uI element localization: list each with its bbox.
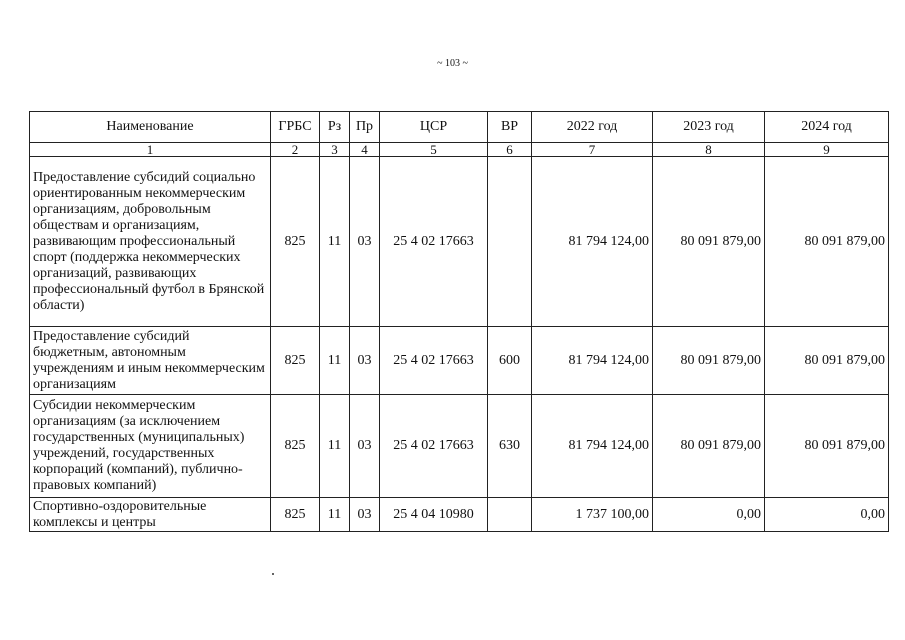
column-number: 6 [488,143,532,157]
column-number: 4 [350,143,380,157]
row-name: Предоставление субсидий бюджетным, автономным учреждениям и иным некоммерческим организациям [30,327,271,395]
column-number: 7 [532,143,653,157]
amount-2023: 0,00 [653,498,765,532]
header-cell: 2024 год [765,112,889,143]
amount-2024: 0,00 [765,498,889,532]
rz-cell: 11 [320,498,350,532]
csr-cell: 25 4 02 17663 [380,395,488,498]
column-number: 5 [380,143,488,157]
header-cell: ЦСР [380,112,488,143]
row-name: Предоставление субсидий социально ориентированным некоммерческим организациям, добровольным обществам и организациям, развивающим профессиональный спорт (поддержка некоммерческих организаций, развивающих профессиональный футбол в Брянской области) [30,157,271,327]
table-row [30,327,889,395]
budget-table [29,111,889,532]
vr-cell [488,498,532,532]
rz-cell: 11 [320,327,350,395]
header-cell: Наименование [30,112,271,143]
grbs-cell: 825 [271,327,320,395]
column-number: 9 [765,143,889,157]
vr-cell [488,157,532,327]
table-row [30,498,889,532]
header-row [30,112,889,143]
grbs-cell: 825 [271,498,320,532]
csr-cell: 25 4 02 17663 [380,157,488,327]
header-cell: ВР [488,112,532,143]
header-cell: ГРБС [271,112,320,143]
column-number: 3 [320,143,350,157]
amount-2022: 81 794 124,00 [532,157,653,327]
header-cell: 2023 год [653,112,765,143]
column-number: 8 [653,143,765,157]
vr-cell: 630 [488,395,532,498]
amount-2023: 80 091 879,00 [653,157,765,327]
column-number: 2 [271,143,320,157]
rz-cell: 11 [320,157,350,327]
amount-2023: 80 091 879,00 [653,327,765,395]
amount-2024: 80 091 879,00 [765,395,889,498]
amount-2023: 80 091 879,00 [653,395,765,498]
table-row [30,395,889,498]
rz-cell: 11 [320,395,350,498]
header-cell: 2022 год [532,112,653,143]
vr-cell: 600 [488,327,532,395]
column-number: 1 [30,143,271,157]
csr-cell: 25 4 02 17663 [380,327,488,395]
amount-2024: 80 091 879,00 [765,157,889,327]
csr-cell: 25 4 04 10980 [380,498,488,532]
pr-cell: 03 [350,395,380,498]
amount-2022: 81 794 124,00 [532,327,653,395]
grbs-cell: 825 [271,157,320,327]
page-number: ~ 103 ~ [437,58,468,69]
row-name: Субсидии некоммерческим организациям (за исключением государственных (муниципальных) учреждений, государственных корпораций (компаний), публично-правовых компаний) [30,395,271,498]
scan-speck [272,573,274,575]
amount-2022: 81 794 124,00 [532,395,653,498]
table-row [30,157,889,327]
pr-cell: 03 [350,327,380,395]
pr-cell: 03 [350,157,380,327]
amount-2024: 80 091 879,00 [765,327,889,395]
amount-2022: 1 737 100,00 [532,498,653,532]
grbs-cell: 825 [271,395,320,498]
pr-cell: 03 [350,498,380,532]
header-cell: Рз [320,112,350,143]
column-number-row [30,143,889,157]
row-name: Спортивно-оздоровительные комплексы и центры [30,498,271,532]
header-cell: Пр [350,112,380,143]
